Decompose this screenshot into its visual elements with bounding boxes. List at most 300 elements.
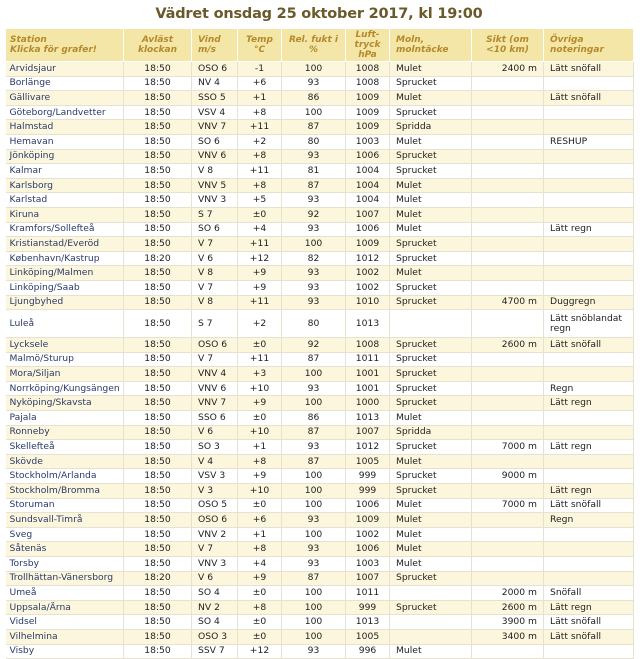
humidity-cell: 93 xyxy=(282,266,346,281)
station-link[interactable]: Pajala xyxy=(6,411,124,426)
pressure-cell: 1009 xyxy=(346,105,390,120)
station-link[interactable]: København/Kastrup xyxy=(6,251,124,266)
notes-cell: Snöfall xyxy=(544,586,634,601)
humidity-cell: 93 xyxy=(282,222,346,237)
time-cell: 18:50 xyxy=(124,280,192,295)
humidity-cell: 93 xyxy=(282,381,346,396)
humidity-cell: 100 xyxy=(282,629,346,644)
notes-cell xyxy=(544,105,634,120)
time-cell: 18:50 xyxy=(124,615,192,630)
notes-cell xyxy=(544,367,634,382)
table-row xyxy=(6,134,634,149)
wind-cell: OSO 6 xyxy=(192,338,238,353)
notes-cell xyxy=(544,178,634,193)
pressure-cell: 1003 xyxy=(346,134,390,149)
temp-cell: ±0 xyxy=(238,338,282,353)
table-row xyxy=(6,62,634,77)
time-cell: 18:50 xyxy=(124,557,192,572)
time-cell: 18:50 xyxy=(124,381,192,396)
table-header-row xyxy=(6,29,634,62)
temp-cell: +9 xyxy=(238,396,282,411)
visibility-cell xyxy=(472,513,544,528)
table-row xyxy=(6,338,634,353)
pressure-cell: 1009 xyxy=(346,120,390,135)
temp-cell: +9 xyxy=(238,266,282,281)
time-cell: 18:50 xyxy=(124,149,192,164)
clouds-cell: Mulet xyxy=(390,62,472,77)
humidity-cell: 100 xyxy=(282,600,346,615)
time-cell: 18:50 xyxy=(124,498,192,513)
pressure-cell: 1012 xyxy=(346,251,390,266)
humidity-cell: 87 xyxy=(282,454,346,469)
temp-cell: +9 xyxy=(238,571,282,586)
humidity-cell: 93 xyxy=(282,440,346,455)
visibility-cell: 2000 m xyxy=(472,586,544,601)
table-row xyxy=(6,295,634,310)
pressure-cell: 1012 xyxy=(346,440,390,455)
visibility-cell: 3400 m xyxy=(472,629,544,644)
station-link[interactable]: Ljungbyhed xyxy=(6,295,124,310)
time-cell: 18:50 xyxy=(124,91,192,106)
humidity-cell: 82 xyxy=(282,251,346,266)
wind-cell: V 7 xyxy=(192,352,238,367)
time-cell: 18:50 xyxy=(124,542,192,557)
wind-cell: SSO 5 xyxy=(192,91,238,106)
clouds-cell: Mulet xyxy=(390,644,472,659)
wind-cell: V 8 xyxy=(192,295,238,310)
notes-cell: Regn xyxy=(544,513,634,528)
wind-cell: SO 6 xyxy=(192,134,238,149)
station-link[interactable]: Halmstad xyxy=(6,120,124,135)
wind-cell: V 4 xyxy=(192,454,238,469)
table-row xyxy=(6,76,634,91)
time-cell: 18:50 xyxy=(124,295,192,310)
temp-cell: +4 xyxy=(238,557,282,572)
table-row xyxy=(6,91,634,106)
notes-cell: Lätt regn xyxy=(544,222,634,237)
station-link[interactable]: Mora/Siljan xyxy=(6,367,124,382)
temp-cell: +2 xyxy=(238,134,282,149)
pressure-cell: 1001 xyxy=(346,367,390,382)
clouds-cell: Mulet xyxy=(390,542,472,557)
station-link[interactable]: Kiruna xyxy=(6,207,124,222)
notes-cell: Lätt snöfall xyxy=(544,62,634,77)
station-link[interactable]: Trollhättan-Vänersborg xyxy=(6,571,124,586)
clouds-cell: Sprucket xyxy=(390,105,472,120)
notes-cell xyxy=(544,120,634,135)
station-link[interactable]: Skövde xyxy=(6,454,124,469)
time-cell: 18:50 xyxy=(124,440,192,455)
table-row xyxy=(6,615,634,630)
humidity-cell: 93 xyxy=(282,280,346,295)
time-cell: 18:50 xyxy=(124,352,192,367)
notes-cell xyxy=(544,352,634,367)
pressure-cell: 1004 xyxy=(346,164,390,179)
station-link[interactable]: Storuman xyxy=(6,498,124,513)
notes-cell xyxy=(544,542,634,557)
pressure-cell: 1011 xyxy=(346,352,390,367)
clouds-cell: Mulet xyxy=(390,557,472,572)
station-link[interactable]: Gällivare xyxy=(6,91,124,106)
header-notes: Övriga noteringar xyxy=(544,29,634,62)
station-link[interactable]: Karlsborg xyxy=(6,178,124,193)
header-visibility: Sikt (om <10 km) xyxy=(472,29,544,62)
humidity-cell: 87 xyxy=(282,120,346,135)
temp-cell: +11 xyxy=(238,295,282,310)
station-link[interactable]: Stockholm/Arlanda xyxy=(6,469,124,484)
header-humidity: Rel. fukt i % xyxy=(282,29,346,62)
clouds-cell: Mulet xyxy=(390,411,472,426)
wind-cell: S 7 xyxy=(192,207,238,222)
visibility-cell xyxy=(472,251,544,266)
time-cell: 18:50 xyxy=(124,396,192,411)
table-row xyxy=(6,498,634,513)
notes-cell xyxy=(544,527,634,542)
time-cell: 18:50 xyxy=(124,193,192,208)
station-link[interactable]: Linköping/Malmen xyxy=(6,266,124,281)
clouds-cell: Mulet xyxy=(390,498,472,513)
table-row xyxy=(6,266,634,281)
temp-cell: ±0 xyxy=(238,207,282,222)
visibility-cell xyxy=(472,193,544,208)
notes-cell xyxy=(544,76,634,91)
pressure-cell: 1011 xyxy=(346,586,390,601)
pressure-cell: 1006 xyxy=(346,149,390,164)
clouds-cell: Mulet xyxy=(390,178,472,193)
humidity-cell: 92 xyxy=(282,338,346,353)
notes-cell: Lätt regn xyxy=(544,440,634,455)
visibility-cell xyxy=(472,425,544,440)
time-cell: 18:50 xyxy=(124,105,192,120)
station-link[interactable]: Stockholm/Bromma xyxy=(6,484,124,499)
notes-cell xyxy=(544,411,634,426)
temp-cell: ±0 xyxy=(238,411,282,426)
table-row xyxy=(6,644,634,659)
clouds-cell: Sprucket xyxy=(390,295,472,310)
humidity-cell: 100 xyxy=(282,396,346,411)
wind-cell: OSO 3 xyxy=(192,629,238,644)
temp-cell: ±0 xyxy=(238,586,282,601)
notes-cell: Lätt snöblandat regn xyxy=(544,310,634,338)
notes-cell: Lätt regn xyxy=(544,484,634,499)
table-row xyxy=(6,381,634,396)
visibility-cell xyxy=(472,454,544,469)
table-row xyxy=(6,120,634,135)
visibility-cell xyxy=(472,105,544,120)
humidity-cell: 93 xyxy=(282,295,346,310)
clouds-cell: Mulet xyxy=(390,207,472,222)
table-row xyxy=(6,411,634,426)
visibility-cell xyxy=(472,396,544,411)
time-cell: 18:50 xyxy=(124,62,192,77)
wind-cell: OSO 5 xyxy=(192,498,238,513)
pressure-cell: 1005 xyxy=(346,629,390,644)
notes-cell xyxy=(544,557,634,572)
wind-cell: V 7 xyxy=(192,542,238,557)
station-link[interactable]: Hemavan xyxy=(6,134,124,149)
table-row xyxy=(6,542,634,557)
clouds-cell xyxy=(390,629,472,644)
temp-cell: +1 xyxy=(238,91,282,106)
temp-cell: +11 xyxy=(238,120,282,135)
visibility-cell xyxy=(472,76,544,91)
table-row xyxy=(6,440,634,455)
humidity-cell: 87 xyxy=(282,352,346,367)
wind-cell: SO 4 xyxy=(192,586,238,601)
humidity-cell: 87 xyxy=(282,425,346,440)
station-link[interactable]: Kristianstad/Everöd xyxy=(6,237,124,252)
station-link[interactable]: Borlänge xyxy=(6,76,124,91)
wind-cell: VNV 6 xyxy=(192,149,238,164)
time-cell: 18:50 xyxy=(124,237,192,252)
notes-cell xyxy=(544,251,634,266)
pressure-cell: 1013 xyxy=(346,615,390,630)
humidity-cell: 93 xyxy=(282,193,346,208)
clouds-cell: Sprucket xyxy=(390,571,472,586)
notes-cell: Lätt snöfall xyxy=(544,629,634,644)
wind-cell: VNV 7 xyxy=(192,396,238,411)
humidity-cell: 86 xyxy=(282,411,346,426)
visibility-cell xyxy=(472,381,544,396)
table-row xyxy=(6,600,634,615)
temp-cell: +8 xyxy=(238,600,282,615)
time-cell: 18:50 xyxy=(124,310,192,338)
temp-cell: +3 xyxy=(238,367,282,382)
humidity-cell: 93 xyxy=(282,644,346,659)
temp-cell: +6 xyxy=(238,513,282,528)
notes-cell xyxy=(544,266,634,281)
time-cell: 18:50 xyxy=(124,222,192,237)
humidity-cell: 93 xyxy=(282,149,346,164)
notes-cell xyxy=(544,644,634,659)
wind-cell: V 3 xyxy=(192,484,238,499)
visibility-cell xyxy=(472,178,544,193)
table-row xyxy=(6,237,634,252)
clouds-cell: Spridda xyxy=(390,425,472,440)
station-link[interactable]: Kalmar xyxy=(6,164,124,179)
humidity-cell: 100 xyxy=(282,586,346,601)
notes-cell: Lätt snöfall xyxy=(544,338,634,353)
table-row xyxy=(6,280,634,295)
station-link[interactable]: Skellefteå xyxy=(6,440,124,455)
time-cell: 18:50 xyxy=(124,411,192,426)
time-cell: 18:50 xyxy=(124,164,192,179)
header-wind: Vind m/s xyxy=(192,29,238,62)
station-link[interactable]: Ronneby xyxy=(6,425,124,440)
visibility-cell xyxy=(472,149,544,164)
notes-cell xyxy=(544,280,634,295)
station-link[interactable]: Lycksele xyxy=(6,338,124,353)
time-cell: 18:20 xyxy=(124,571,192,586)
wind-cell: VNV 2 xyxy=(192,527,238,542)
station-link[interactable]: Kramfors/Sollefteå xyxy=(6,222,124,237)
clouds-cell xyxy=(390,615,472,630)
station-link[interactable]: Umeå xyxy=(6,586,124,601)
clouds-cell: Sprucket xyxy=(390,367,472,382)
table-row xyxy=(6,367,634,382)
temp-cell: +5 xyxy=(238,193,282,208)
temp-cell: +1 xyxy=(238,440,282,455)
time-cell: 18:50 xyxy=(124,178,192,193)
humidity-cell: 100 xyxy=(282,237,346,252)
station-link[interactable]: Nyköping/Skavsta xyxy=(6,396,124,411)
visibility-cell xyxy=(472,571,544,586)
table-row xyxy=(6,469,634,484)
temp-cell: ±0 xyxy=(238,615,282,630)
table-row xyxy=(6,164,634,179)
clouds-cell: Sprucket xyxy=(390,251,472,266)
pressure-cell: 1006 xyxy=(346,222,390,237)
station-link[interactable]: Uppsala/Ärna xyxy=(6,600,124,615)
table-row xyxy=(6,586,634,601)
temp-cell: +8 xyxy=(238,149,282,164)
time-cell: 18:50 xyxy=(124,469,192,484)
notes-cell xyxy=(544,207,634,222)
visibility-cell: 9000 m xyxy=(472,469,544,484)
humidity-cell: 100 xyxy=(282,469,346,484)
humidity-cell: 92 xyxy=(282,207,346,222)
visibility-cell xyxy=(472,237,544,252)
visibility-cell: 7000 m xyxy=(472,498,544,513)
visibility-cell xyxy=(472,644,544,659)
table-row xyxy=(6,396,634,411)
visibility-cell: 7000 m xyxy=(472,440,544,455)
humidity-cell: 93 xyxy=(282,542,346,557)
temp-cell: +11 xyxy=(238,352,282,367)
time-cell: 18:50 xyxy=(124,367,192,382)
wind-cell: SSO 6 xyxy=(192,411,238,426)
humidity-cell: 93 xyxy=(282,557,346,572)
wind-cell: SO 3 xyxy=(192,440,238,455)
wind-cell: VNV 7 xyxy=(192,120,238,135)
notes-cell xyxy=(544,454,634,469)
wind-cell: V 8 xyxy=(192,266,238,281)
humidity-cell: 81 xyxy=(282,164,346,179)
weather-table xyxy=(5,28,634,659)
table-row xyxy=(6,425,634,440)
clouds-cell xyxy=(390,586,472,601)
clouds-cell: Sprucket xyxy=(390,237,472,252)
visibility-cell: 2600 m xyxy=(472,338,544,353)
humidity-cell: 100 xyxy=(282,367,346,382)
clouds-cell: Mulet xyxy=(390,91,472,106)
visibility-cell xyxy=(472,557,544,572)
notes-cell: Lätt snöfall xyxy=(544,498,634,513)
wind-cell: SO 6 xyxy=(192,222,238,237)
humidity-cell: 100 xyxy=(282,105,346,120)
pressure-cell: 1008 xyxy=(346,76,390,91)
station-link[interactable]: Vilhelmina xyxy=(6,629,124,644)
table-row xyxy=(6,105,634,120)
visibility-cell xyxy=(472,134,544,149)
clouds-cell: Sprucket xyxy=(390,484,472,499)
humidity-cell: 87 xyxy=(282,178,346,193)
wind-cell: V 7 xyxy=(192,237,238,252)
wind-cell: OSO 6 xyxy=(192,62,238,77)
table-row xyxy=(6,149,634,164)
header-station: Station Klicka för grafer! xyxy=(6,29,124,62)
station-link[interactable]: Norrköping/Kungsängen xyxy=(6,381,124,396)
humidity-cell: 100 xyxy=(282,527,346,542)
notes-cell: Regn xyxy=(544,381,634,396)
pressure-cell: 1002 xyxy=(346,266,390,281)
humidity-cell: 93 xyxy=(282,513,346,528)
station-link[interactable]: Vidsel xyxy=(6,615,124,630)
temp-cell: +10 xyxy=(238,425,282,440)
temp-cell: +8 xyxy=(238,454,282,469)
notes-cell xyxy=(544,164,634,179)
time-cell: 18:50 xyxy=(124,586,192,601)
visibility-cell xyxy=(472,542,544,557)
temp-cell: +2 xyxy=(238,310,282,338)
station-link[interactable]: Sveg xyxy=(6,527,124,542)
clouds-cell: Sprucket xyxy=(390,149,472,164)
clouds-cell: Sprucket xyxy=(390,280,472,295)
station-link[interactable]: Torsby xyxy=(6,557,124,572)
clouds-cell: Sprucket xyxy=(390,600,472,615)
wind-cell: VNV 5 xyxy=(192,178,238,193)
clouds-cell: Mulet xyxy=(390,527,472,542)
table-row xyxy=(6,527,634,542)
time-cell: 18:50 xyxy=(124,527,192,542)
clouds-cell: Sprucket xyxy=(390,440,472,455)
station-link[interactable]: Karlstad xyxy=(6,193,124,208)
clouds-cell: Sprucket xyxy=(390,164,472,179)
temp-cell: +8 xyxy=(238,542,282,557)
station-link[interactable]: Linköping/Saab xyxy=(6,280,124,295)
visibility-cell: 2600 m xyxy=(472,600,544,615)
notes-cell: Lätt snöfall xyxy=(544,615,634,630)
wind-cell: VNV 6 xyxy=(192,381,238,396)
wind-cell: V 6 xyxy=(192,571,238,586)
temp-cell: -1 xyxy=(238,62,282,77)
pressure-cell: 1007 xyxy=(346,571,390,586)
wind-cell: NV 2 xyxy=(192,600,238,615)
humidity-cell: 100 xyxy=(282,498,346,513)
time-cell: 18:50 xyxy=(124,425,192,440)
pressure-cell: 999 xyxy=(346,469,390,484)
station-link[interactable]: Göteborg/Landvetter xyxy=(6,105,124,120)
temp-cell: +10 xyxy=(238,381,282,396)
temp-cell: ±0 xyxy=(238,629,282,644)
temp-cell: +8 xyxy=(238,178,282,193)
visibility-cell xyxy=(472,527,544,542)
pressure-cell: 1006 xyxy=(346,542,390,557)
pressure-cell: 1009 xyxy=(346,237,390,252)
station-link[interactable]: Visby xyxy=(6,644,124,659)
time-cell: 18:50 xyxy=(124,644,192,659)
pressure-cell: 1001 xyxy=(346,381,390,396)
clouds-cell: Sprucket xyxy=(390,396,472,411)
station-link[interactable]: Såtenäs xyxy=(6,542,124,557)
station-link[interactable]: Jönköping xyxy=(6,149,124,164)
time-cell: 18:50 xyxy=(124,134,192,149)
station-link[interactable]: Sundsvall-Timrå xyxy=(6,513,124,528)
clouds-cell: Mulet xyxy=(390,134,472,149)
time-cell: 18:50 xyxy=(124,338,192,353)
time-cell: 18:50 xyxy=(124,266,192,281)
temp-cell: +8 xyxy=(238,105,282,120)
visibility-cell: 4700 m xyxy=(472,295,544,310)
humidity-cell: 93 xyxy=(282,76,346,91)
station-link[interactable]: Arvidsjaur xyxy=(6,62,124,77)
pressure-cell: 1002 xyxy=(346,527,390,542)
wind-cell: V 6 xyxy=(192,251,238,266)
header-temp: Temp °C xyxy=(238,29,282,62)
station-link[interactable]: Malmö/Sturup xyxy=(6,352,124,367)
humidity-cell: 100 xyxy=(282,62,346,77)
station-link[interactable]: Luleå xyxy=(6,310,124,338)
